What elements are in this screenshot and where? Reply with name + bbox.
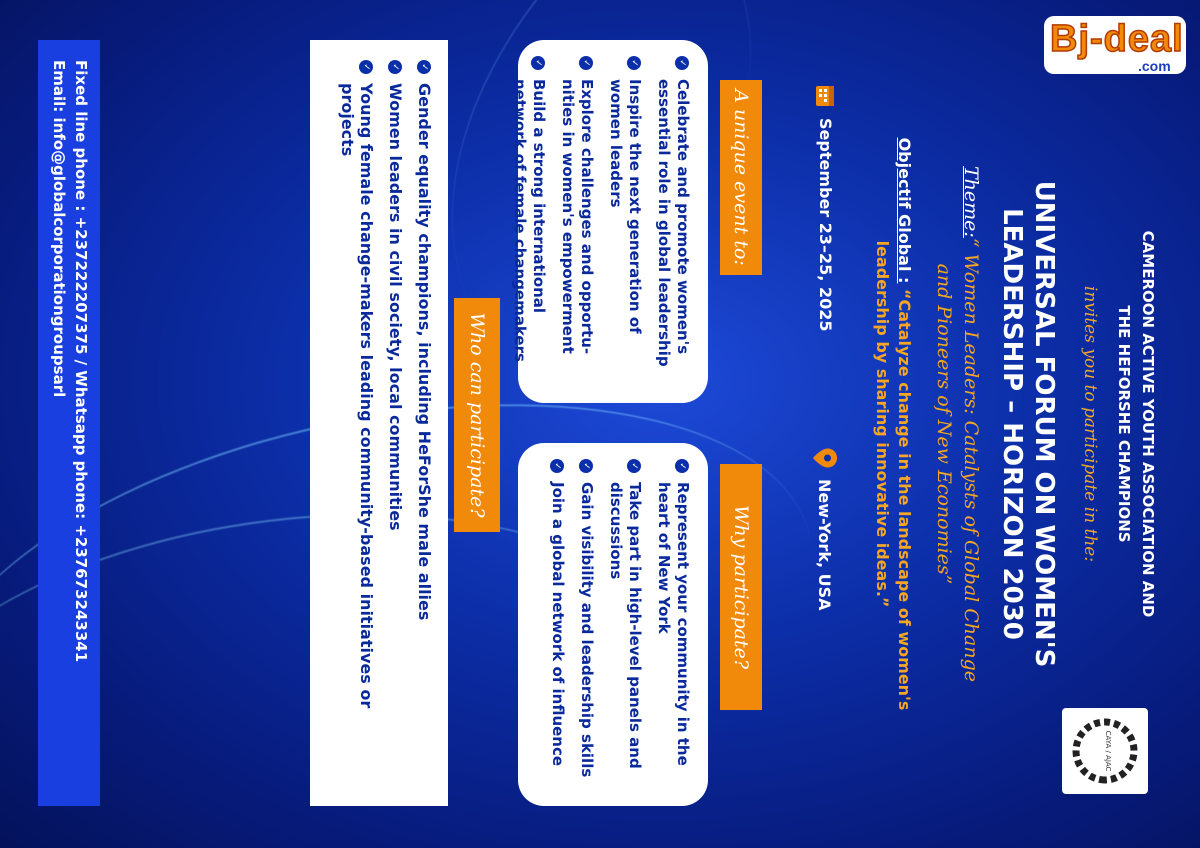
- list-item: [577, 459, 596, 790]
- calendar-icon: [814, 84, 838, 108]
- why-item-1: Represent your community in the heart of New York: [655, 482, 692, 766]
- objective: [871, 0, 915, 848]
- caya-logo: [1062, 708, 1148, 794]
- who-can-participate-box: [310, 40, 448, 806]
- check-icon: ✓: [675, 56, 689, 70]
- check-icon: ✓: [531, 56, 545, 70]
- theme: [930, 0, 984, 848]
- objective-label: Objectif Global :: [895, 137, 914, 284]
- invite-text: invites you to participate in the:: [1080, 285, 1100, 563]
- event-location-text: New-York, USA: [815, 479, 835, 611]
- check-icon: ✓: [675, 459, 689, 473]
- unique-event-label: A unique event to:: [720, 80, 762, 275]
- unique-item-1: Celebrate and promote women's essential role in global leadership: [655, 79, 692, 367]
- contact-email: Email: info@globalcorporationgroupsarl: [50, 60, 68, 398]
- list-item: [606, 459, 644, 790]
- who-item-3: Young female change-makers leading community-based initiatives or projects: [338, 83, 376, 709]
- theme-text-line2: and Pioneers of New Economies”: [933, 263, 955, 585]
- unique-item-4: Build a strong international network of female changemakers: [511, 79, 548, 362]
- title-line1: UNIVERSAL FORUM ON WOMEN'S: [1029, 180, 1059, 668]
- watermark-suffix: .com: [1138, 58, 1171, 74]
- organizers-line2: THE HEFORSHE CHAMPIONS: [1115, 305, 1133, 543]
- objective-text-line2: leadership by sharing innovative ideas.”: [873, 240, 892, 608]
- list-item: [606, 56, 644, 387]
- event-date: [814, 84, 838, 331]
- list-item: [415, 60, 434, 786]
- check-icon: ✓: [627, 56, 641, 70]
- logo-text: CAYA / AJAC: [1104, 730, 1112, 772]
- list-item: [510, 56, 548, 387]
- unique-item-3: Explore challenges and opportu- nities in women's empowerment: [559, 79, 596, 355]
- contact-phone: Fixed line phone : +237222207375 / Whatsapp phone: +237673243341: [72, 60, 90, 663]
- title-line2: LEADERSHIP – HORIZON 2030: [997, 208, 1027, 640]
- list-item: [558, 56, 596, 387]
- list-item: [386, 60, 405, 786]
- watermark-brand: Bj-deal: [1050, 18, 1184, 60]
- who-can-participate-label: Who can participate?: [454, 298, 500, 532]
- list-item: [654, 459, 692, 790]
- who-item-2: Women leaders in civil society, local communities: [386, 83, 405, 531]
- objective-text-line1: “Catalyze change in the landscape of women's: [895, 289, 914, 711]
- why-participate-box: [518, 443, 708, 806]
- unique-item-2: Inspire the next generation of women leaders: [607, 79, 644, 334]
- why-item-2: Take part in high-level panels and discussions: [607, 482, 644, 769]
- list-item: [338, 60, 376, 786]
- contact-bar: [38, 40, 100, 806]
- event-location: [812, 447, 838, 611]
- check-icon: ✓: [388, 60, 402, 74]
- check-icon: ✓: [417, 60, 431, 74]
- check-icon: ✓: [579, 459, 593, 473]
- check-icon: ✓: [627, 459, 641, 473]
- why-item-4: Join a global network of influence: [549, 482, 567, 767]
- event-date-text: September 23–25, 2025: [816, 118, 836, 332]
- location-pin-icon: [812, 447, 838, 469]
- why-participate-label: Why participate?: [720, 464, 762, 710]
- theme-text-line1: “ Women Leaders: Catalysts of Global Change: [960, 237, 982, 683]
- theme-label: Theme:: [960, 165, 982, 238]
- organizers-line1: CAMEROON ACTIVE YOUTH ASSOCIATION AND: [1139, 230, 1157, 618]
- check-icon: ✓: [359, 60, 373, 74]
- check-icon: ✓: [550, 459, 564, 473]
- forum-title: [996, 0, 1060, 848]
- who-item-1: Gender equality champions, including HeForShe male allies: [415, 83, 434, 621]
- why-item-3: Gain visibility and leadership skills: [578, 482, 596, 778]
- unique-event-box: [511, 40, 708, 403]
- list-item: [654, 56, 692, 387]
- check-icon: ✓: [579, 56, 593, 70]
- list-item: [548, 459, 567, 790]
